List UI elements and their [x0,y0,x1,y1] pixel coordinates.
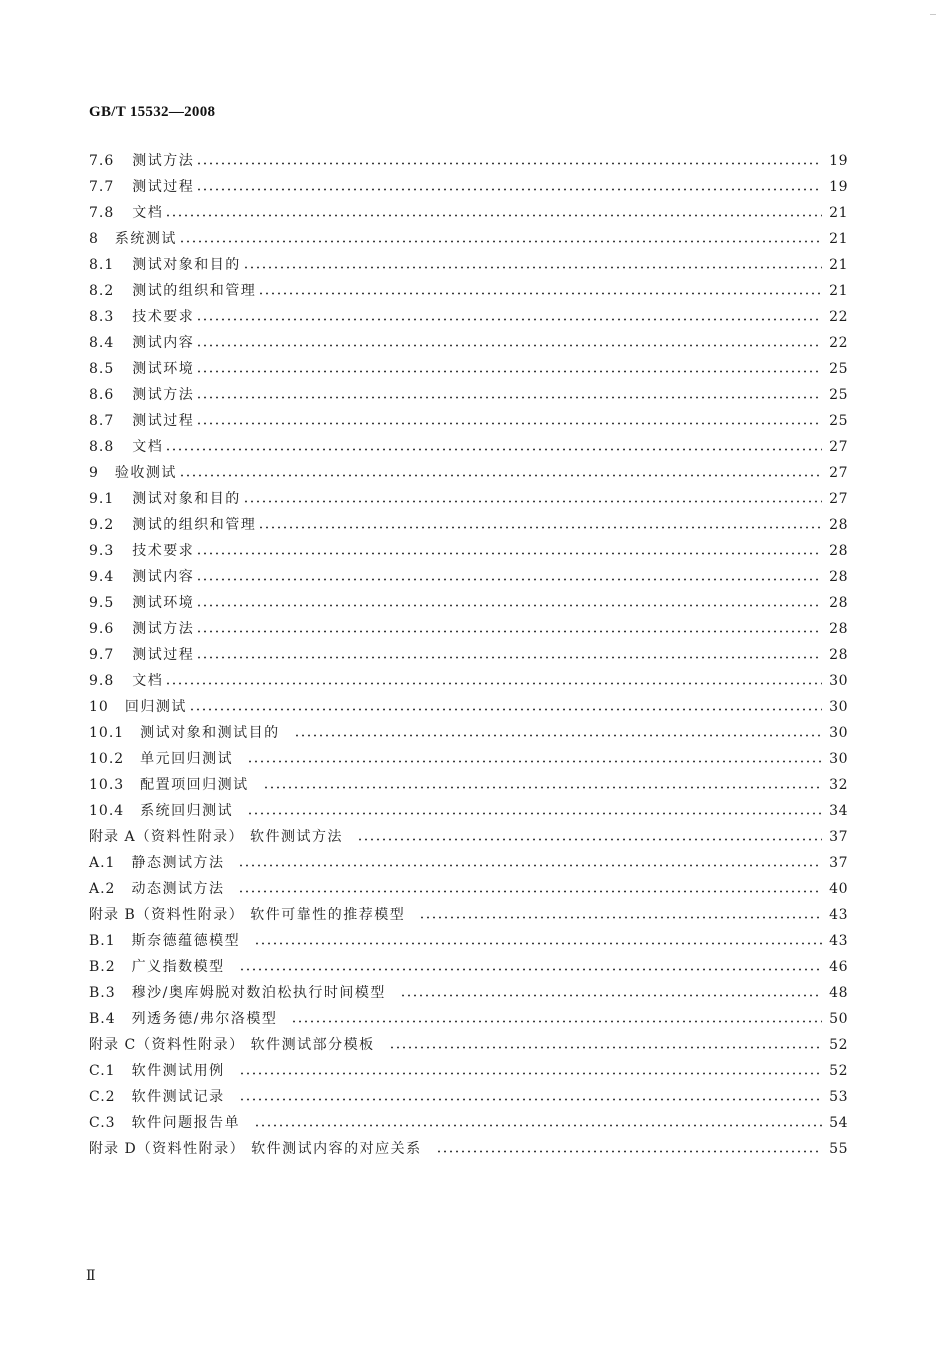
toc-entry-page: 46 [829,959,848,975]
toc-entry[interactable] [89,902,848,928]
toc-entry-title: 文档 [132,673,164,689]
toc-entry-page: 19 [829,153,848,169]
dot-leader [239,1098,822,1101]
toc-entry[interactable] [89,1032,848,1058]
dot-leader [196,162,822,165]
toc-entry[interactable] [89,538,848,564]
toc-entry-number: 8.3 [89,309,115,325]
dot-leader [291,1020,822,1023]
dot-leader [400,994,822,997]
dot-leader [263,786,822,789]
toc-entry[interactable] [89,1136,848,1162]
dot-leader [389,1046,822,1049]
toc-entry[interactable] [89,954,848,980]
dot-leader [165,214,822,217]
toc-entry[interactable] [89,1084,848,1110]
toc-entry[interactable] [89,616,848,642]
toc-entry-page: 54 [829,1115,848,1131]
toc-entry-title: 测试对象和目的 [132,491,241,507]
toc-entry[interactable] [89,434,848,460]
toc-entry[interactable] [89,850,848,876]
toc-entry-page: 37 [829,855,848,871]
toc-entry-number: 10 [89,699,109,715]
toc-entry[interactable] [89,174,848,200]
toc-entry-number: 7.7 [89,179,115,195]
toc-entry-title: 测试环境 [132,595,195,611]
toc-entry-page: 21 [829,205,848,221]
toc-entry-page: 30 [829,673,848,689]
toc-entry[interactable] [89,382,848,408]
toc-entry-number: 8.6 [89,387,115,403]
toc-entry[interactable] [89,798,848,824]
toc-entry-number: 附录 C [89,1037,137,1053]
toc-entry-title: 文档 [132,205,164,221]
toc-entry[interactable] [89,720,848,746]
dot-leader [258,526,822,529]
toc-entry-page: 40 [829,881,848,897]
dot-leader [247,812,822,815]
toc-entry[interactable] [89,642,848,668]
standard-code-header: GB/T 15532—2008 [89,104,216,120]
toc-entry-number: 10.3 [89,777,125,793]
toc-entry-page: 30 [829,751,848,767]
dot-leader [196,630,822,633]
toc-entry-number: 附录 A [89,829,136,845]
dot-leader [238,864,822,867]
toc-entry[interactable] [89,980,848,1006]
toc-entry-number: 附录 D [89,1141,137,1157]
toc-entry-number: 9.5 [89,595,115,611]
toc-entry-title: 广义指数模型 [131,959,225,975]
toc-entry-title: 测试对象和测试目的 [140,725,280,741]
toc-entry-page: 30 [829,699,848,715]
dot-leader [419,916,822,919]
toc-entry[interactable] [89,148,848,174]
toc-entry[interactable] [89,590,848,616]
toc-entry-title: 测试过程 [132,413,195,429]
toc-entry-page: 32 [829,777,848,793]
toc-entry-page: 22 [829,309,848,325]
toc-entry[interactable] [89,330,848,356]
toc-entry-page: 30 [829,725,848,741]
toc-entry-title: 测试过程 [132,179,195,195]
toc-entry-title: 测试内容 [132,569,195,585]
toc-entry[interactable] [89,1058,848,1084]
toc-entry-title: 软件测试用例 [131,1063,225,1079]
toc-entry[interactable] [89,1110,848,1136]
toc-entry-number: 8 [89,231,99,247]
dot-leader [254,1124,822,1127]
toc-entry-title: 测试的组织和管理 [132,283,257,299]
toc-entry-page: 25 [829,361,848,377]
toc-entry-title: 软件测试记录 [131,1089,225,1105]
toc-entry[interactable] [89,824,848,850]
toc-entry-page: 34 [829,803,848,819]
toc-entry-title: （资料性附录） 软件测试方法 [135,829,344,845]
toc-entry-page: 43 [829,907,848,923]
toc-entry-number: C.1 [89,1063,116,1079]
toc-entry-page: 25 [829,413,848,429]
dot-leader [196,578,822,581]
table-of-contents [89,148,848,1162]
toc-entry-number: 7.6 [89,153,115,169]
toc-entry-title: 测试环境 [132,361,195,377]
toc-entry-number: C.2 [89,1089,116,1105]
toc-entry-number: B.3 [89,985,116,1001]
dot-leader [196,552,822,555]
toc-entry-number: 9.7 [89,647,115,663]
dot-leader [189,708,822,711]
toc-entry-number: 8.2 [89,283,115,299]
toc-entry-number: 9.1 [89,491,115,507]
dot-leader [436,1150,822,1153]
dot-leader [196,318,822,321]
toc-entry-number: 10.2 [89,751,125,767]
toc-entry-title: 系统回归测试 [140,803,234,819]
toc-entry-title: 斯奈德蕴德模型 [131,933,241,949]
toc-entry-title: 测试方法 [132,387,195,403]
dot-leader [258,292,822,295]
toc-entry-page: 50 [829,1011,848,1027]
toc-entry-number: 10.1 [89,725,125,741]
toc-entry-number: 附录 B [89,907,136,923]
toc-entry-title: 测试方法 [132,153,195,169]
toc-entry[interactable] [89,876,848,902]
toc-entry[interactable] [89,356,848,382]
toc-entry[interactable] [89,252,848,278]
toc-entry[interactable] [89,486,848,512]
dot-leader [196,422,822,425]
toc-entry-page: 28 [829,595,848,611]
dot-leader [196,344,822,347]
toc-entry[interactable] [89,694,848,720]
toc-entry-number: 9.3 [89,543,115,559]
dot-leader [196,370,822,373]
toc-entry-number: 8.7 [89,413,115,429]
toc-entry-number: 9.8 [89,673,115,689]
toc-entry-title: 技术要求 [132,309,195,325]
toc-entry-number: 8.8 [89,439,115,455]
toc-entry-number: 9.2 [89,517,115,533]
toc-entry-title: 测试的组织和管理 [132,517,257,533]
toc-entry-page: 28 [829,621,848,637]
toc-entry-page: 22 [829,335,848,351]
dot-leader [238,890,822,893]
toc-entry-title: 配置项回归测试 [140,777,249,793]
toc-entry-title: 回归测试 [124,699,187,715]
dot-leader [165,682,822,685]
toc-entry-number: 9.4 [89,569,115,585]
toc-entry[interactable] [89,772,848,798]
toc-entry-title: 测试过程 [132,647,195,663]
toc-entry-title: 单元回归测试 [140,751,234,767]
dot-leader [247,760,822,763]
toc-entry-page: 55 [829,1141,848,1157]
toc-entry[interactable] [89,304,848,330]
toc-entry[interactable] [89,200,848,226]
dot-leader [294,734,822,737]
toc-entry[interactable] [89,512,848,538]
dot-leader [196,396,822,399]
toc-entry[interactable] [89,278,848,304]
toc-entry-number: B.1 [89,933,116,949]
toc-entry-number: B.2 [89,959,116,975]
toc-entry-title: （资料性附录） 软件测试部分模板 [136,1037,375,1053]
toc-entry-number: C.3 [89,1115,116,1131]
toc-entry-page: 28 [829,569,848,585]
toc-entry-page: 27 [829,465,848,481]
dot-leader [196,188,822,191]
toc-entry-number: B.4 [89,1011,116,1027]
scan-edge-mark [930,14,936,15]
toc-entry-page: 28 [829,543,848,559]
toc-entry-page: 28 [829,517,848,533]
toc-entry-number: A.2 [89,881,116,897]
toc-entry[interactable] [89,1006,848,1032]
dot-leader [254,942,822,945]
toc-entry-title: 测试方法 [132,621,195,637]
toc-entry-page: 21 [829,283,848,299]
toc-entry-page: 52 [829,1037,848,1053]
toc-entry-title: 系统测试 [114,231,177,247]
toc-entry-title: 静态测试方法 [131,855,225,871]
toc-entry-page: 27 [829,439,848,455]
toc-entry-title: 技术要求 [132,543,195,559]
toc-entry-title: 穆沙/奥库姆脱对数泊松执行时间模型 [131,985,386,1001]
dot-leader [179,474,822,477]
toc-entry-title: 测试对象和目的 [132,257,241,273]
dot-leader [165,448,822,451]
toc-entry-title: 文档 [132,439,164,455]
toc-entry-number: 9 [89,465,99,481]
toc-entry-page: 37 [829,829,848,845]
toc-entry-title: 测试内容 [132,335,195,351]
toc-entry-number: A.1 [89,855,116,871]
dot-leader [239,1072,822,1075]
dot-leader [196,656,822,659]
dot-leader [243,500,822,503]
toc-entry-title: 动态测试方法 [131,881,225,897]
dot-leader [357,838,822,841]
toc-entry-page: 48 [829,985,848,1001]
toc-entry[interactable] [89,928,848,954]
toc-entry-page: 28 [829,647,848,663]
toc-entry-number: 9.6 [89,621,115,637]
toc-entry-number: 8.4 [89,335,115,351]
toc-entry-page: 52 [829,1063,848,1079]
toc-entry-number: 7.8 [89,205,115,221]
page-number: Ⅱ [86,1268,96,1284]
toc-entry[interactable] [89,460,848,486]
toc-entry-page: 27 [829,491,848,507]
toc-entry[interactable] [89,668,848,694]
dot-leader [179,240,822,243]
toc-entry-number: 8.1 [89,257,115,273]
toc-entry-title: 列透务德/弗尔洛模型 [131,1011,278,1027]
dot-leader [239,968,822,971]
toc-entry-page: 25 [829,387,848,403]
toc-entry-number: 10.4 [89,803,125,819]
dot-leader [196,604,822,607]
toc-entry-title: 软件问题报告单 [131,1115,241,1131]
toc-entry-page: 21 [829,257,848,273]
toc-entry-title: （资料性附录） 软件可靠性的推荐模型 [135,907,406,923]
toc-entry-title: （资料性附录） 软件测试内容的对应关系 [136,1141,422,1157]
toc-entry-title: 验收测试 [114,465,177,481]
toc-entry[interactable] [89,564,848,590]
toc-entry[interactable] [89,746,848,772]
toc-entry[interactable] [89,408,848,434]
toc-entry-page: 21 [829,231,848,247]
toc-entry[interactable] [89,226,848,252]
toc-entry-number: 8.5 [89,361,115,377]
dot-leader [243,266,822,269]
toc-entry-page: 19 [829,179,848,195]
toc-entry-page: 53 [829,1089,848,1105]
toc-entry-page: 43 [829,933,848,949]
